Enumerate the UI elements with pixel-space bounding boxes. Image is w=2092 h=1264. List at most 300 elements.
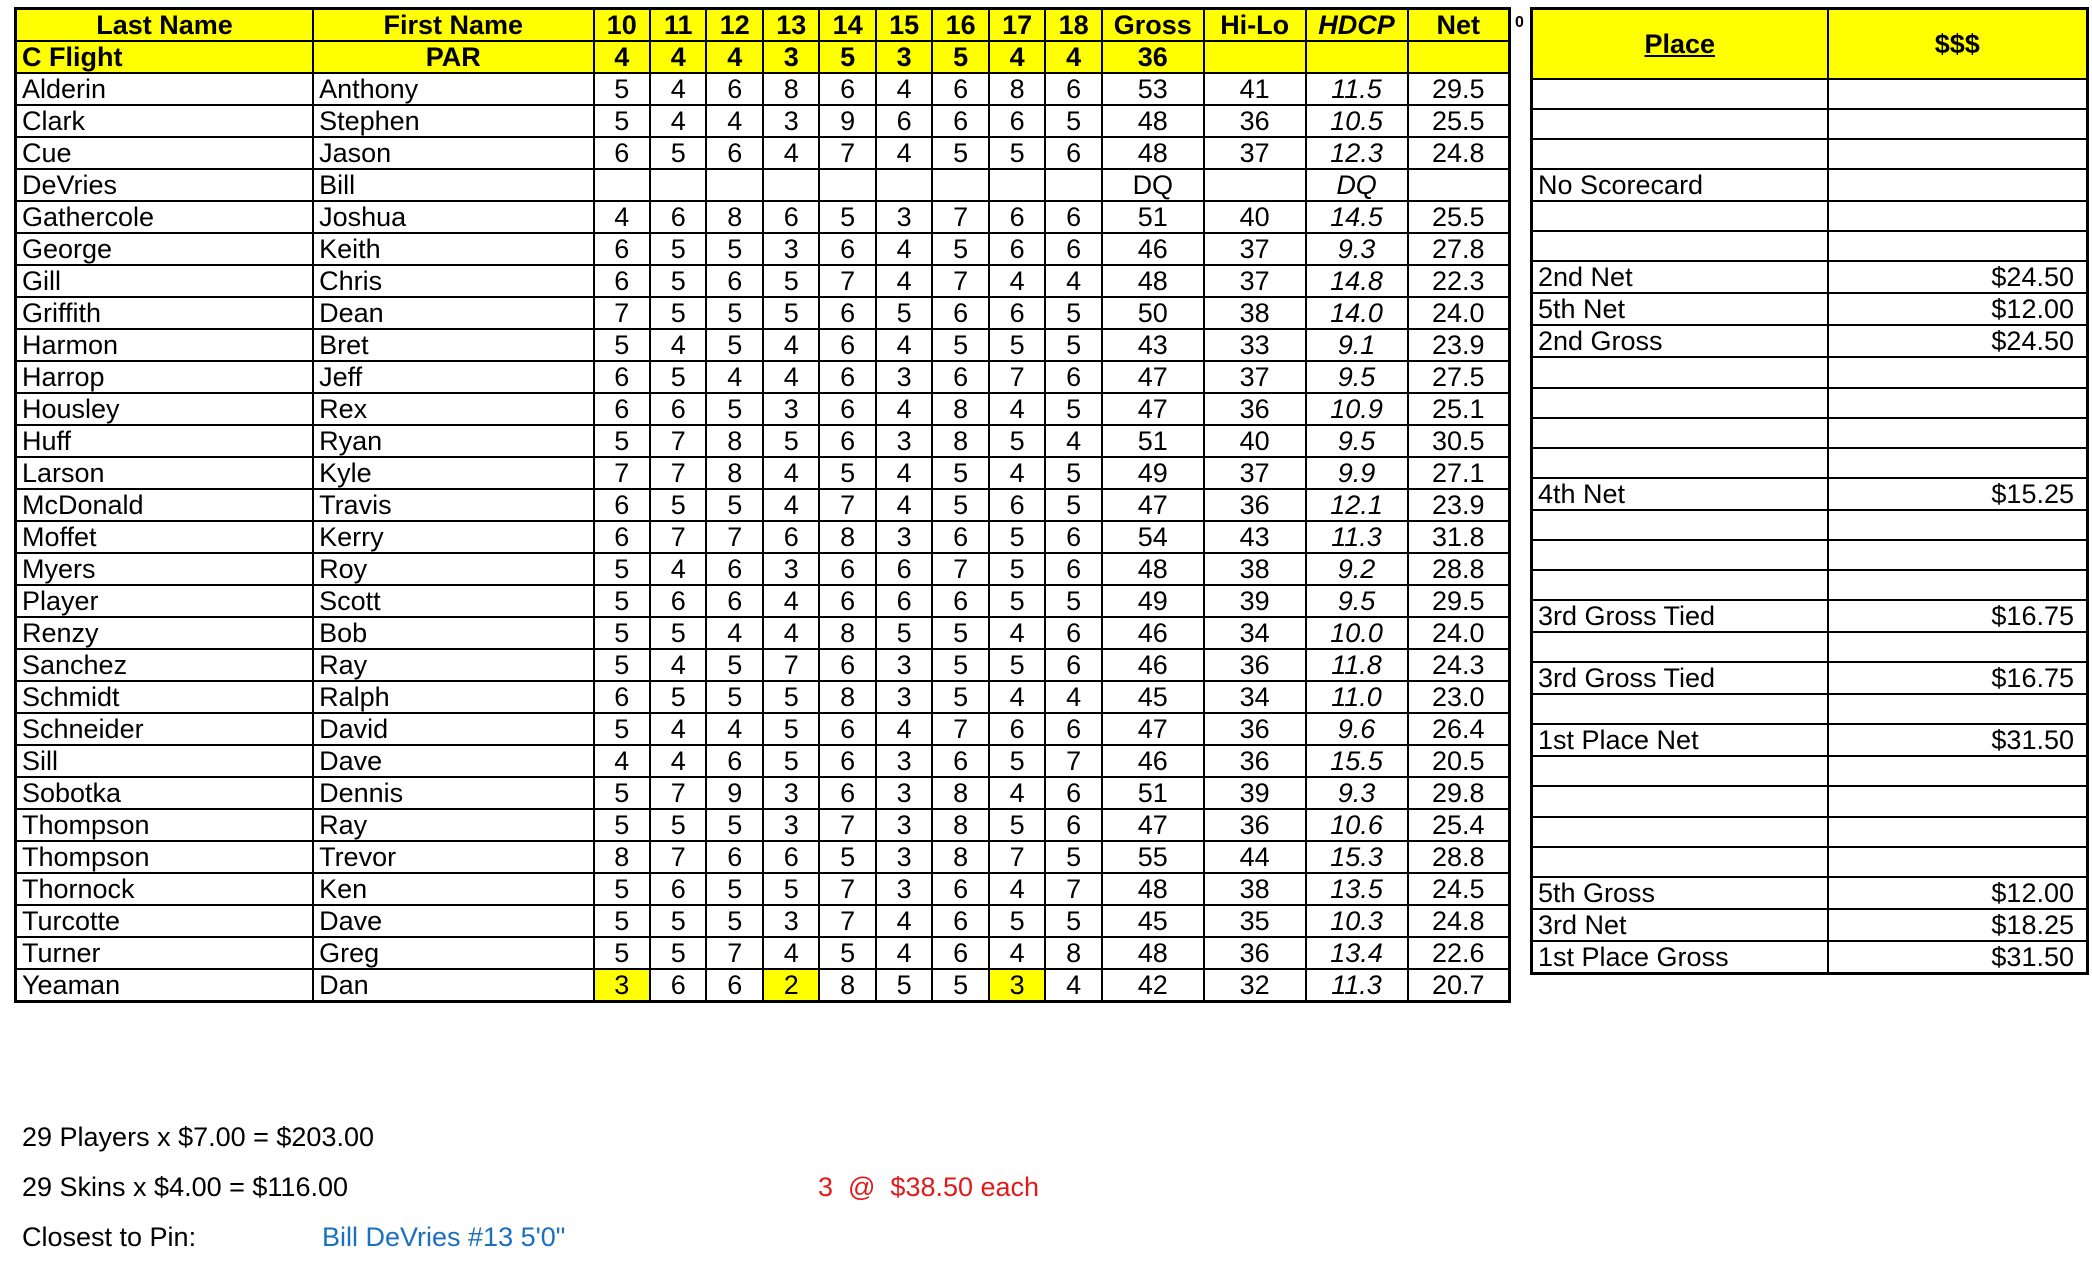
last-name-cell: Alderin (16, 73, 314, 105)
money-cell: $16.75 (1828, 600, 2088, 632)
place-cell (1532, 139, 1828, 169)
hole-15-score: 4 (876, 233, 932, 265)
place-cell (1532, 231, 1828, 261)
hole-13-score: 5 (763, 297, 819, 329)
hole-15-score: 3 (876, 841, 932, 873)
hole-13-score: 3 (763, 905, 819, 937)
hole-17-score: 8 (989, 73, 1045, 105)
hilo-cell: 38 (1204, 553, 1306, 585)
money-cell: $24.50 (1828, 261, 2088, 293)
hole-12-score (706, 169, 762, 201)
hdcp-cell: 9.3 (1306, 233, 1408, 265)
player-row (16, 489, 1510, 521)
place-row (1532, 847, 2088, 877)
hole-18-score: 6 (1045, 713, 1101, 745)
skins-payout: 3 @ $38.50 each (818, 1172, 1040, 1202)
net-cell: 25.5 (1408, 201, 1510, 233)
hole-14-score: 8 (819, 521, 875, 553)
hole-10-score: 5 (594, 105, 650, 137)
first-name-cell: Scott (313, 585, 593, 617)
hole-17-score: 6 (989, 201, 1045, 233)
hdcp-cell: 10.3 (1306, 905, 1408, 937)
gross-cell: 51 (1102, 201, 1204, 233)
hilo-cell: 34 (1204, 617, 1306, 649)
hole-12-score: 6 (706, 969, 762, 1002)
hole-12-score: 6 (706, 745, 762, 777)
last-name-cell: Turner (16, 937, 314, 969)
hole-15-score: 4 (876, 73, 932, 105)
hole-11-score: 4 (650, 745, 706, 777)
last-name-cell: Schneider (16, 713, 314, 745)
hole-14-score: 6 (819, 329, 875, 361)
last-name-cell: Cue (16, 137, 314, 169)
hilo-cell: 34 (1204, 681, 1306, 713)
par-hole-15: 3 (876, 41, 932, 73)
hole-15-score: 3 (876, 809, 932, 841)
place-cell (1532, 357, 1828, 387)
hole-17-score: 7 (989, 841, 1045, 873)
hole-11-score: 5 (650, 297, 706, 329)
hole-18-score: 6 (1045, 201, 1101, 233)
par-hole-10: 4 (594, 41, 650, 73)
place-cell (1532, 201, 1828, 231)
hole-14-score: 9 (819, 105, 875, 137)
hole-12-score: 6 (706, 585, 762, 617)
place-cell (1532, 79, 1828, 109)
money-cell: $31.50 (1828, 724, 2088, 756)
hole-12-score: 5 (706, 329, 762, 361)
player-row (16, 201, 1510, 233)
hole-14-score: 7 (819, 809, 875, 841)
hdcp-cell: 13.4 (1306, 937, 1408, 969)
place-cell (1532, 694, 1828, 724)
first-name-cell: Dan (313, 969, 593, 1002)
hole-17-score: 5 (989, 329, 1045, 361)
hole-18-score: 6 (1045, 73, 1101, 105)
hole-10-score: 6 (594, 265, 650, 297)
place-cell: 5th Net (1532, 293, 1828, 325)
first-name-cell: Bob (313, 617, 593, 649)
hole-12-score: 6 (706, 553, 762, 585)
last-name-cell: Sill (16, 745, 314, 777)
hole-14-score: 5 (819, 937, 875, 969)
last-name-cell: Gill (16, 265, 314, 297)
player-row (16, 905, 1510, 937)
hole-13-score: 5 (763, 745, 819, 777)
hole-15-score: 3 (876, 425, 932, 457)
hole-17-score: 5 (989, 137, 1045, 169)
hole-17-score: 6 (989, 105, 1045, 137)
hole-15-score: 6 (876, 585, 932, 617)
header-hole-10: 10 (594, 9, 650, 42)
first-name-cell: Ray (313, 649, 593, 681)
money-cell (1828, 139, 2088, 169)
gross-cell: 55 (1102, 841, 1204, 873)
place-cell: 1st Place Net (1532, 724, 1828, 756)
hole-13-score: 3 (763, 105, 819, 137)
hdcp-cell: DQ (1306, 169, 1408, 201)
last-name-cell: Thompson (16, 841, 314, 873)
net-cell: 27.5 (1408, 361, 1510, 393)
hdcp-cell: 9.6 (1306, 713, 1408, 745)
net-cell: 20.5 (1408, 745, 1510, 777)
money-cell (1828, 448, 2088, 478)
first-name-cell: Chris (313, 265, 593, 297)
net-cell: 28.8 (1408, 841, 1510, 873)
gross-cell: 47 (1102, 713, 1204, 745)
place-row (1532, 169, 2088, 201)
hole-14-score: 6 (819, 745, 875, 777)
hole-13-score: 3 (763, 393, 819, 425)
money-cell: $31.50 (1828, 941, 2088, 974)
hole-12-score: 5 (706, 489, 762, 521)
gross-cell: 46 (1102, 745, 1204, 777)
hole-16-score (932, 169, 988, 201)
hole-11-score: 7 (650, 457, 706, 489)
hole-13-score: 2 (763, 969, 819, 1002)
hilo-cell: 36 (1204, 809, 1306, 841)
hole-18-score (1045, 169, 1101, 201)
player-row (16, 777, 1510, 809)
player-row (16, 649, 1510, 681)
first-name-cell: David (313, 713, 593, 745)
hdcp-cell: 13.5 (1306, 873, 1408, 905)
place-row (1532, 694, 2088, 724)
gross-cell: 54 (1102, 521, 1204, 553)
hole-17-score: 7 (989, 361, 1045, 393)
place-header (1532, 9, 1828, 80)
last-name-cell: Housley (16, 393, 314, 425)
place-row (1532, 632, 2088, 662)
hilo-cell: 36 (1204, 745, 1306, 777)
hole-18-score: 6 (1045, 777, 1101, 809)
hole-12-score: 8 (706, 201, 762, 233)
first-name-cell: Ryan (313, 425, 593, 457)
place-cell (1532, 786, 1828, 816)
hilo-cell: 37 (1204, 233, 1306, 265)
first-name-cell: Ray (313, 809, 593, 841)
gross-cell: DQ (1102, 169, 1204, 201)
hole-18-score: 6 (1045, 649, 1101, 681)
hole-15-score (876, 169, 932, 201)
player-row (16, 73, 1510, 105)
hdcp-cell: 11.0 (1306, 681, 1408, 713)
money-cell (1828, 388, 2088, 418)
hole-10-score: 6 (594, 489, 650, 521)
hole-17-score: 5 (989, 905, 1045, 937)
player-row (16, 393, 1510, 425)
hdcp-cell: 14.0 (1306, 297, 1408, 329)
hole-10-score: 5 (594, 425, 650, 457)
place-row (1532, 510, 2088, 540)
hole-11-score: 7 (650, 521, 706, 553)
hole-12-score: 5 (706, 809, 762, 841)
hole-13-score: 6 (763, 841, 819, 873)
first-name-cell: Joshua (313, 201, 593, 233)
hole-17-score: 6 (989, 233, 1045, 265)
hole-16-score: 5 (932, 489, 988, 521)
hole-16-score: 5 (932, 137, 988, 169)
hole-14-score: 6 (819, 393, 875, 425)
gross-cell: 50 (1102, 297, 1204, 329)
last-name-cell: Clark (16, 105, 314, 137)
last-name-cell: Yeaman (16, 969, 314, 1002)
last-name-cell: Renzy (16, 617, 314, 649)
hole-13-score: 4 (763, 585, 819, 617)
hole-16-score: 7 (932, 201, 988, 233)
hdcp-cell: 11.8 (1306, 649, 1408, 681)
player-row (16, 329, 1510, 361)
place-header-row (1532, 9, 2088, 80)
hilo-cell: 41 (1204, 73, 1306, 105)
header-gross: Gross (1102, 9, 1204, 42)
hole-18-score: 4 (1045, 265, 1101, 297)
hole-10-score: 5 (594, 937, 650, 969)
hole-14-score: 6 (819, 585, 875, 617)
hole-17-score: 4 (989, 617, 1045, 649)
money-cell: $12.00 (1828, 293, 2088, 325)
header-first-name: First Name (313, 9, 593, 42)
score-body (16, 73, 1510, 1002)
net-cell: 28.8 (1408, 553, 1510, 585)
last-name-cell: Thompson (16, 809, 314, 841)
money-cell (1828, 418, 2088, 448)
hole-13-score: 7 (763, 649, 819, 681)
hole-13-score: 3 (763, 777, 819, 809)
hole-16-score: 6 (932, 73, 988, 105)
hole-15-score: 5 (876, 297, 932, 329)
hole-13-score: 3 (763, 809, 819, 841)
money-cell (1828, 357, 2088, 387)
hole-15-score: 6 (876, 105, 932, 137)
hole-14-score: 6 (819, 553, 875, 585)
hole-10-score: 6 (594, 233, 650, 265)
place-row (1532, 540, 2088, 570)
hole-16-score: 6 (932, 105, 988, 137)
place-row (1532, 79, 2088, 109)
hilo-cell: 39 (1204, 585, 1306, 617)
money-cell (1828, 540, 2088, 570)
hole-15-score: 3 (876, 361, 932, 393)
net-cell: 31.8 (1408, 521, 1510, 553)
hole-14-score: 7 (819, 489, 875, 521)
hole-10-score: 3 (594, 969, 650, 1002)
hole-17-score: 5 (989, 425, 1045, 457)
hole-12-score: 5 (706, 393, 762, 425)
gross-cell: 46 (1102, 233, 1204, 265)
hole-12-score: 7 (706, 937, 762, 969)
place-row (1532, 357, 2088, 387)
hole-12-score: 7 (706, 521, 762, 553)
last-name-cell: Schmidt (16, 681, 314, 713)
first-name-cell: Jeff (313, 361, 593, 393)
hole-18-score: 5 (1045, 393, 1101, 425)
first-name-cell: Keith (313, 233, 593, 265)
par-hilo-empty (1204, 41, 1306, 73)
par-row (16, 41, 1510, 73)
gross-cell: 47 (1102, 809, 1204, 841)
money-cell (1828, 817, 2088, 847)
hole-17-score: 5 (989, 745, 1045, 777)
last-name-cell: Player (16, 585, 314, 617)
hilo-cell (1204, 169, 1306, 201)
first-name-cell: Greg (313, 937, 593, 969)
hole-11-score: 4 (650, 329, 706, 361)
hdcp-cell: 10.9 (1306, 393, 1408, 425)
net-cell: 24.8 (1408, 137, 1510, 169)
hole-12-score: 5 (706, 233, 762, 265)
hole-18-score: 6 (1045, 809, 1101, 841)
net-cell: 23.9 (1408, 489, 1510, 521)
hole-11-score: 6 (650, 201, 706, 233)
hole-18-score: 6 (1045, 553, 1101, 585)
hole-18-score: 5 (1045, 841, 1101, 873)
hole-13-score: 4 (763, 937, 819, 969)
hole-15-score: 5 (876, 969, 932, 1002)
place-cell (1532, 510, 1828, 540)
first-name-cell: Stephen (313, 105, 593, 137)
hole-10-score: 5 (594, 777, 650, 809)
money-cell (1828, 510, 2088, 540)
hole-16-score: 5 (932, 969, 988, 1002)
net-cell: 23.0 (1408, 681, 1510, 713)
place-row (1532, 388, 2088, 418)
hole-14-score: 8 (819, 969, 875, 1002)
player-row (16, 937, 1510, 969)
hole-10-score: 7 (594, 297, 650, 329)
money-cell (1828, 632, 2088, 662)
hilo-cell: 36 (1204, 649, 1306, 681)
hole-12-score: 6 (706, 265, 762, 297)
hilo-cell: 32 (1204, 969, 1306, 1002)
hole-11-score: 5 (650, 265, 706, 297)
gross-cell: 45 (1102, 905, 1204, 937)
player-row (16, 713, 1510, 745)
par-label: PAR (313, 41, 593, 73)
money-cell (1828, 109, 2088, 139)
hole-18-score: 6 (1045, 137, 1101, 169)
hole-13-score: 5 (763, 713, 819, 745)
hilo-cell: 33 (1204, 329, 1306, 361)
hole-18-score: 6 (1045, 361, 1101, 393)
hole-10-score: 5 (594, 809, 650, 841)
hole-17-score: 5 (989, 553, 1045, 585)
player-row (16, 425, 1510, 457)
hole-14-score: 7 (819, 265, 875, 297)
zero-mark: 0 (1515, 14, 1524, 31)
hilo-cell: 37 (1204, 265, 1306, 297)
hole-11-score: 4 (650, 649, 706, 681)
place-cell: No Scorecard (1532, 169, 1828, 201)
hole-18-score: 6 (1045, 521, 1101, 553)
hole-15-score: 4 (876, 937, 932, 969)
place-row (1532, 231, 2088, 261)
header-row (16, 9, 1510, 42)
hdcp-cell: 14.8 (1306, 265, 1408, 297)
money-cell (1828, 570, 2088, 600)
last-name-cell: George (16, 233, 314, 265)
hole-16-score: 6 (932, 873, 988, 905)
hilo-cell: 43 (1204, 521, 1306, 553)
hole-13-score: 4 (763, 329, 819, 361)
hole-14-score: 7 (819, 905, 875, 937)
last-name-cell: Huff (16, 425, 314, 457)
hole-15-score: 3 (876, 777, 932, 809)
net-cell: 25.5 (1408, 105, 1510, 137)
hole-13-score: 6 (763, 201, 819, 233)
gross-cell: 45 (1102, 681, 1204, 713)
hole-10-score: 5 (594, 905, 650, 937)
hole-11-score: 5 (650, 809, 706, 841)
hilo-cell: 37 (1204, 361, 1306, 393)
par-hole-14: 5 (819, 41, 875, 73)
par-total: 36 (1102, 41, 1204, 73)
hole-15-score: 4 (876, 489, 932, 521)
hole-13-score: 3 (763, 233, 819, 265)
place-header-label: Place (1644, 29, 1716, 59)
par-hole-17: 4 (989, 41, 1045, 73)
first-name-cell: Ken (313, 873, 593, 905)
hole-17-score: 6 (989, 489, 1045, 521)
net-cell: 25.1 (1408, 393, 1510, 425)
hole-16-score: 7 (932, 265, 988, 297)
header-hole-18: 18 (1045, 9, 1101, 42)
hole-18-score: 5 (1045, 489, 1101, 521)
players-fee-line: 29 Players x $7.00 = $203.00 (22, 1122, 375, 1152)
first-name-cell: Kyle (313, 457, 593, 489)
place-cell (1532, 540, 1828, 570)
hole-13-score: 4 (763, 137, 819, 169)
hole-13-score: 5 (763, 681, 819, 713)
hole-12-score: 9 (706, 777, 762, 809)
place-row (1532, 756, 2088, 786)
hole-15-score: 5 (876, 617, 932, 649)
hole-15-score: 4 (876, 905, 932, 937)
player-row (16, 169, 1510, 201)
gross-cell: 49 (1102, 457, 1204, 489)
hole-11-score (650, 169, 706, 201)
gross-cell: 51 (1102, 777, 1204, 809)
hole-11-score: 4 (650, 713, 706, 745)
net-cell: 24.3 (1408, 649, 1510, 681)
hole-13-score: 4 (763, 617, 819, 649)
hole-11-score: 4 (650, 105, 706, 137)
hilo-cell: 39 (1204, 777, 1306, 809)
hole-17-score: 4 (989, 393, 1045, 425)
header-hole-13: 13 (763, 9, 819, 42)
player-row (16, 553, 1510, 585)
hole-16-score: 5 (932, 329, 988, 361)
player-row (16, 297, 1510, 329)
header-hole-11: 11 (650, 9, 706, 42)
hole-16-score: 8 (932, 809, 988, 841)
hole-12-score: 5 (706, 649, 762, 681)
net-cell: 25.4 (1408, 809, 1510, 841)
hilo-cell: 36 (1204, 713, 1306, 745)
hole-14-score: 6 (819, 649, 875, 681)
hole-13-score: 6 (763, 521, 819, 553)
hole-17-score: 4 (989, 457, 1045, 489)
place-cell (1532, 448, 1828, 478)
hole-13-score: 4 (763, 361, 819, 393)
hole-10-score: 4 (594, 201, 650, 233)
hole-15-score: 4 (876, 265, 932, 297)
hdcp-cell: 9.1 (1306, 329, 1408, 361)
hole-10-score: 6 (594, 137, 650, 169)
par-hole-12: 4 (706, 41, 762, 73)
hole-17-score: 5 (989, 521, 1045, 553)
hole-15-score: 4 (876, 713, 932, 745)
